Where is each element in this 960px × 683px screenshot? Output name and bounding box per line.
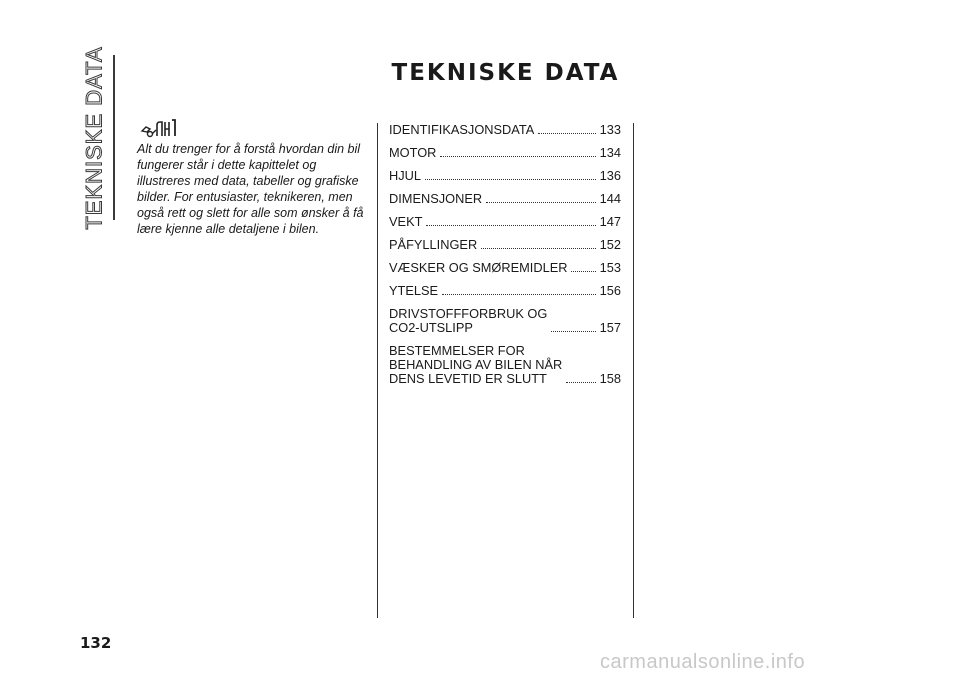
toc-item[interactable] [389,238,621,252]
toc-leader-dots [442,294,596,295]
toc-item-label: DRIVSTOFFFORBRUK OG CO2-UTSLIPP [389,306,548,335]
chapter-intro-text: Alt du trenger for å forstå hvordan din bil fungerer står i dette kapittelet og illustreres med data, tabeller og grafiske bilder. For entusiaster, teknikeren, men også rett og slett for alle som ønsker å få lære kjenne alle detaljene i bilen. [137,142,364,236]
toc-item-page: 136 [599,168,621,183]
toc-leader-dots [440,156,595,157]
toc-item-label: DIMENSJONER [389,191,483,206]
toc-item-label: YTELSE [389,283,439,298]
toc-item[interactable] [389,284,621,298]
page-number: 132 [80,634,112,652]
toc-item-label: HJUL [389,168,421,183]
toc-item-label: IDENTIFIKASJONSDATA [389,122,535,137]
column-divider-left [377,123,378,618]
toc-item[interactable] [389,215,621,229]
toc-leader-dots [551,331,595,332]
table-of-contents [389,123,621,395]
toc-item-page: 152 [599,237,621,252]
toc-item-page: 158 [599,371,621,386]
toc-item[interactable] [389,307,621,335]
toc-leader-dots [425,179,596,180]
toc-item-page: 157 [599,320,621,335]
toc-item-page: 147 [599,214,621,229]
toc-leader-dots [426,225,595,226]
watermark: carmanualsonline.info [600,651,806,673]
chapter-side-tab-label: TEKNISKE DATA [82,45,108,230]
chapter-side-tab [78,45,112,230]
page-title: TEKNISKE DATA [391,60,620,86]
toc-item-page: 133 [599,122,621,137]
toc-leader-dots [566,382,595,383]
column-divider-right [633,123,634,618]
toc-item-label: VÆSKER OG SMØREMIDLER [389,260,568,275]
toc-leader-dots [481,248,595,249]
toc-item-label: VEKT [389,214,423,229]
toc-item-page: 156 [599,283,621,298]
side-tab-divider [113,55,115,220]
car-wrench-icon [140,116,180,140]
toc-item-label: BESTEMMELSER FOR BEHANDLING AV BILEN NÅR DENS LEVETID ER SLUTT [389,343,563,386]
toc-item[interactable] [389,169,621,183]
toc-item[interactable] [389,146,621,160]
toc-item-page: 153 [599,260,621,275]
toc-item[interactable] [389,261,621,275]
toc-item[interactable] [389,344,621,386]
toc-item-label: MOTOR [389,145,437,160]
toc-item-page: 134 [599,145,621,160]
toc-item[interactable] [389,123,621,137]
toc-leader-dots [571,271,595,272]
toc-item-page: 144 [599,191,621,206]
toc-item-label: PÅFYLLINGER [389,237,478,252]
toc-item[interactable] [389,192,621,206]
toc-leader-dots [538,133,595,134]
toc-leader-dots [486,202,596,203]
